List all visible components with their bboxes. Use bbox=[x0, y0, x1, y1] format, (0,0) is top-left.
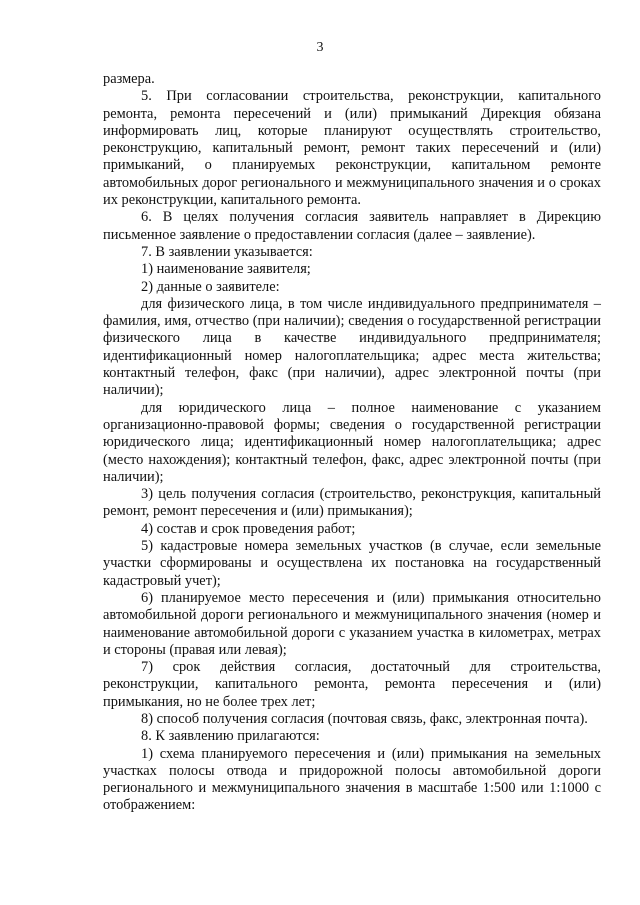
paragraph: 2) данные о заявителе: bbox=[141, 278, 280, 295]
paragraph: для юридического лица – полное наименование с указанием организационно-правовой формы; сведения о государственной регистрации юридического лица; идентификационный номер налогоплательщика; адрес (место нахождения); контактный телефон, факс, адрес электронной почты (при наличии); bbox=[103, 399, 601, 485]
paragraph: 5) кадастровые номера земельных участков (в случае, если земельные участки сформированы и осуществлена их постановка на государственный кадастровый учет); bbox=[103, 538, 601, 589]
page-number: 3 bbox=[316, 40, 324, 55]
document-body bbox=[103, 71, 601, 815]
paragraph: 5. При согласовании строительства, реконструкции, капитального ремонта, ремонта пересечений и (или) примыканий Дирекция обязана информировать лиц, которые планируют осуществлять строительство, реконструкцию, капитальный ремонт, ремонт таких пересечений и (или) примыканий, о планируемых реконструкции, капитальном ремонте автомобильных дорог регионального и межмуниципального значения и о сроках их реконструкции, капитального ремонта. bbox=[103, 88, 601, 209]
paragraph: 1) схема планируемого пересечения и (или) примыкания на земельных участках полосы отвода и придорожной полосы автомобильной дороги регионального и межмуниципального значения в масштабе 1:500 или 1:1000 с отображением: bbox=[103, 745, 601, 814]
paragraph: 3) цель получения согласия (строительство, реконструкция, капитальный ремонт, ремонт пересечения и (или) примыкания); bbox=[103, 486, 601, 520]
paragraph: 7. В заявлении указывается: bbox=[141, 243, 313, 260]
paragraph: 1) наименование заявителя; bbox=[141, 261, 311, 278]
paragraph: 7) срок действия согласия, достаточный для строительства, реконструкции, капитального ремонта, ремонта пересечения и (или) примыкания, но не более трех лет; bbox=[103, 659, 601, 710]
paragraph: размера. bbox=[103, 71, 155, 87]
paragraph: 6) планируемое место пересечения и (или) примыкания относительно автомобильной дороги регионального и межмуниципального значения (номер и наименование автомобильной дороги с указанием участка в километрах, метрах и стороны (правая или левая); bbox=[103, 589, 601, 658]
paragraph: 8. К заявлению прилагаются: bbox=[141, 728, 320, 745]
paragraph: 6. В целях получения согласия заявитель направляет в Дирекцию письменное заявление о предоставлении согласия (далее – заявление). bbox=[103, 209, 601, 243]
paragraph: 8) способ получения согласия (почтовая связь, факс, электронная почта). bbox=[141, 710, 588, 727]
paragraph: для физического лица, в том числе индивидуального предпринимателя – фамилия, имя, отчество (при наличии); сведения о государственной регистрации физического лица в качестве индивидуального предпринимателя; идентификационный номер налогоплательщика; адрес места жительства; контактный телефон, факс (при наличии), адрес электронной почты (при наличии); bbox=[103, 295, 601, 399]
paragraph: 4) состав и срок проведения работ; bbox=[141, 520, 356, 537]
